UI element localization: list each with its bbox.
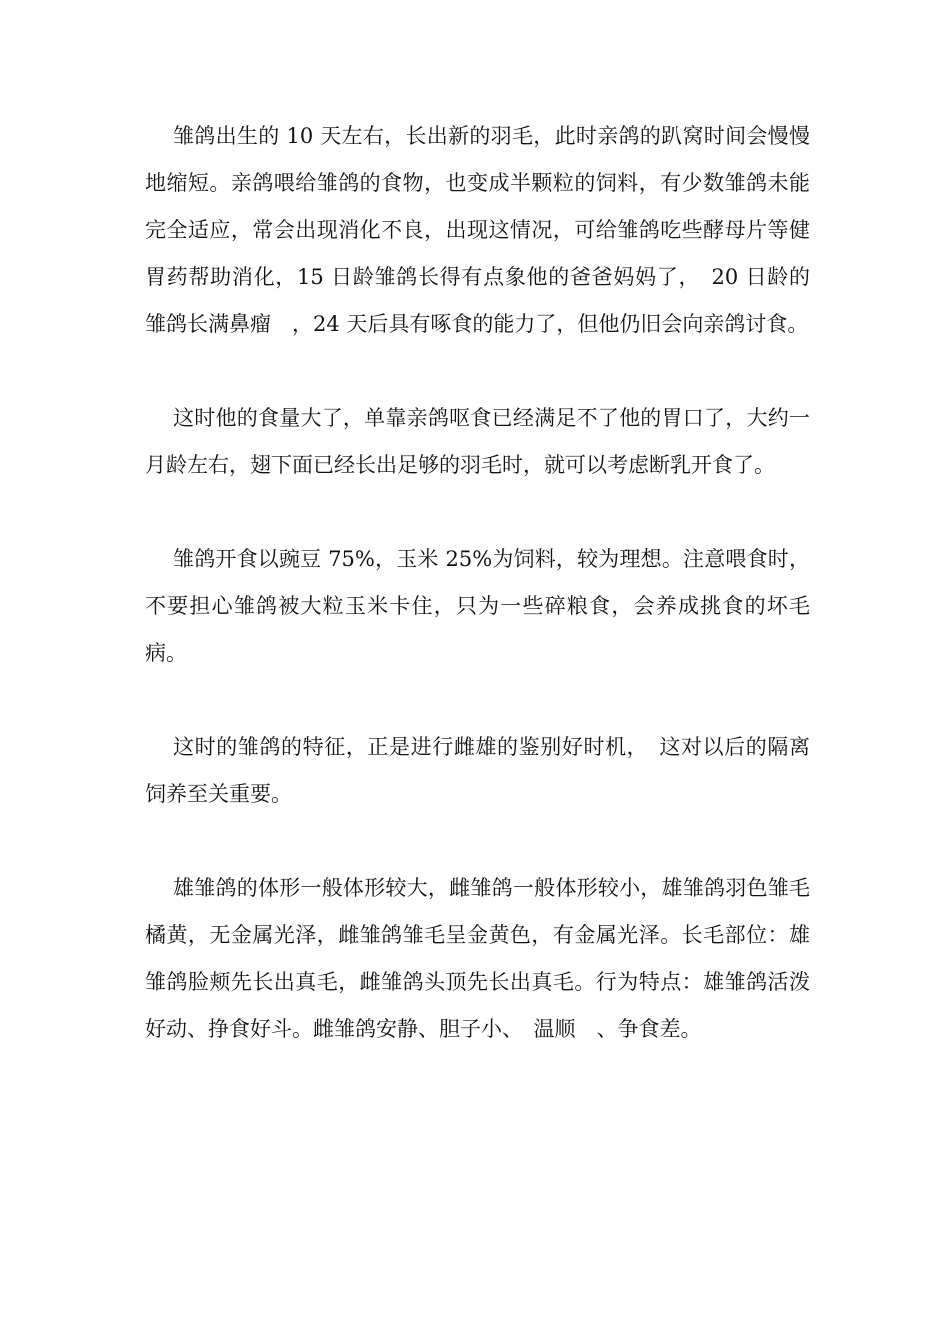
paragraph-gap [145,348,810,395]
paragraph-gap [145,818,810,865]
paragraph-3: 雏鸽开食以豌豆 75%，玉米 25%为饲料，较为理想。注意喂食时，不要担心雏鸽被大粒玉米卡住，只为一些碎粮食，会养成挑食的坏毛病。 [145,547,810,665]
paragraph-4: 这时的雏鸽的特征，正是进行雌雄的鉴别好时机， 这对以后的隔离饲养至关重要。 [145,735,810,806]
paragraph-1: 雏鸽出生的 10 天左右，长出新的羽毛，此时亲鸽的趴窝时间会慢慢地缩短。亲鸽喂给雏鸽的食物，也变成半颗粒的饲料，有少数雏鸽未能完全适应，常会出现消化不良，出现这情况，可给雏鸽吃些酵母片等健胃药帮助消化，15 日龄雏鸽长得有点象他的爸爸妈妈了， 20 日龄的雏鸽长满鼻瘤 ，24 天后具有啄食的能力了，但他仍旧会向亲鸽讨食。 [145,124,810,336]
paragraph-2: 这时他的食量大了，单靠亲鸽呕食已经满足不了他的胃口了，大约一月龄左右，翅下面已经长出足够的羽毛时，就可以考虑断乳开食了。 [145,406,810,477]
paragraph-gap [145,677,810,724]
paragraph-gap [145,489,810,536]
paragraph-5: 雄雏鸽的体形一般体形较大，雌雏鸽一般体形较小，雄雏鸽羽色雏毛橘黄，无金属光泽，雌雏鸽雏毛呈金黄色，有金属光泽。长毛部位：雄雏鸽脸颊先长出真毛，雌雏鸽头顶先长出真毛。行为特点：雄雏鸽活泼好动、挣食好斗。雌雏鸽安静、胆子小、 温顺 、争食差。 [145,876,810,1041]
document-body [145,113,810,1053]
